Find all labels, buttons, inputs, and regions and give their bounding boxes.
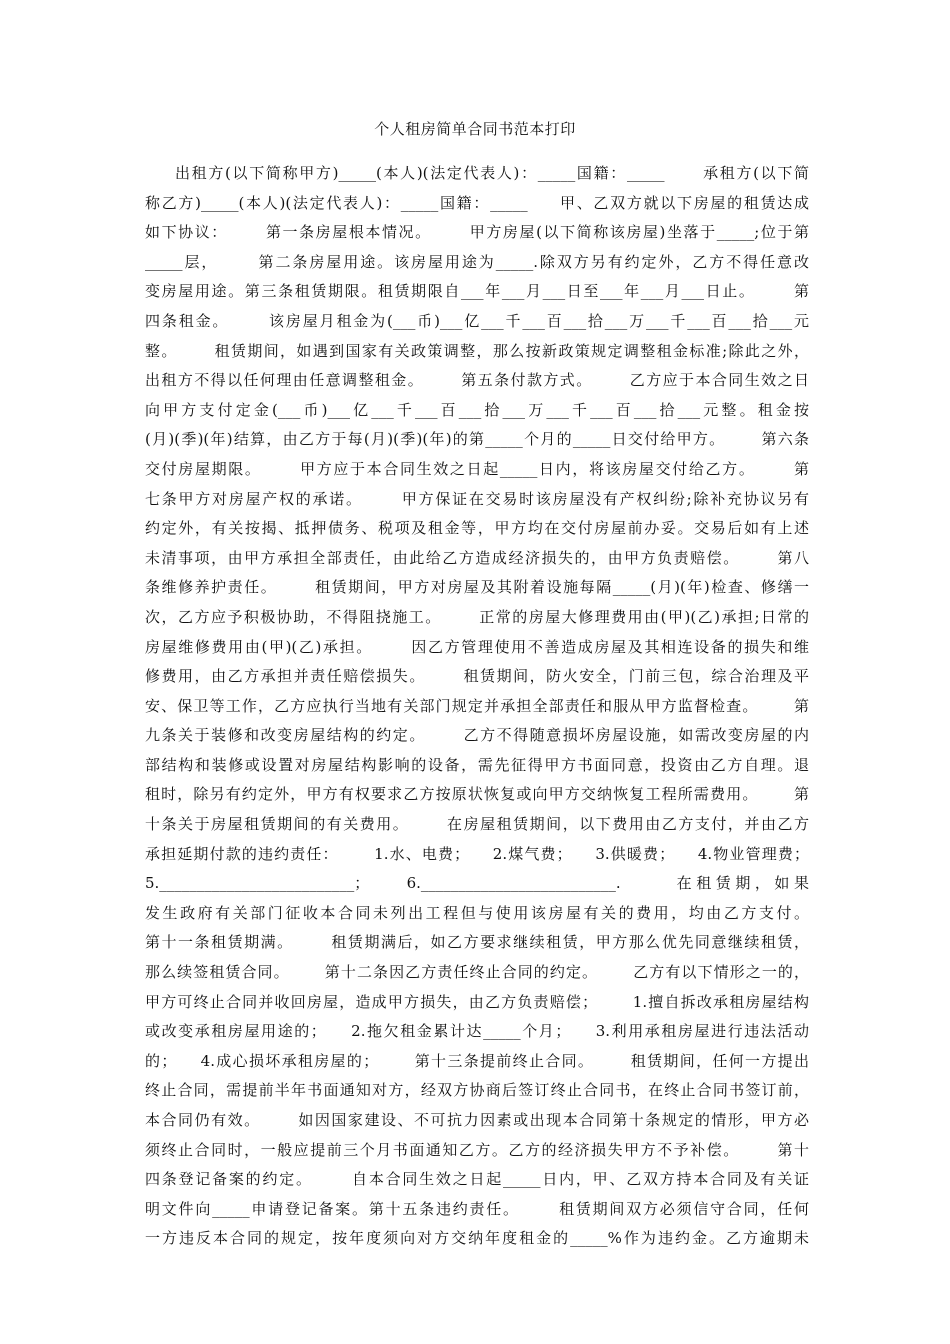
document-body (145, 159, 809, 1254)
document-title: 个人租房简单合同书范本打印 (374, 120, 576, 138)
paragraph-line: 第十一条租赁期满。 租赁期满后，如乙方要求继续租赁，甲方那么优先同意继续租赁， (145, 933, 809, 952)
paragraph-line: 一方违反本合同的规定，按年度须向对方交纳年度租金的_____%作为违约金。乙方逾期未 (145, 1229, 809, 1248)
paragraph-line: 5.__________________________； 6.__________________________. 在租赁期，如果 (145, 874, 809, 893)
paragraph-line: 整。 租赁期间，如遇到国家有关政策调整，那么按新政策规定调整租金标准;除此之外， (145, 341, 809, 360)
paragraph-line: 甲方可终止合同并收回房屋，造成甲方损失，由乙方负责赔偿； 1.擅自拆改承租房屋结构 (145, 992, 809, 1011)
paragraph-line: 条维修养护责任。 租赁期间，甲方对房屋及其附着设施每隔_____(月)(年)检查、修缮一 (145, 578, 809, 597)
paragraph-line: 修费用，由乙方承担并责任赔偿损失。 租赁期间，防火安全，门前三包，综合治理及平 (145, 667, 809, 686)
paragraph-line: 次，乙方应予积极协助，不得阻挠施工。 正常的房屋大修理费用由(甲)(乙)承担;日常的 (145, 607, 809, 626)
paragraph-line: _____层， 第二条房屋用途。该房屋用途为_____.除双方另有约定外，乙方不得任意改 (145, 252, 809, 271)
paragraph-line: 部结构和装修或设置对房屋结构影响的设备，需先征得甲方书面同意，投资由乙方自理。退 (145, 755, 809, 774)
paragraph-line: 的； 4.成心损坏承租房屋的； 第十三条提前终止合同。 租赁期间，任何一方提出 (145, 1051, 809, 1070)
paragraph-line: 称乙方)_____(本人)(法定代表人)：_____国籍：_____ 甲、乙双方就以下房屋的租赁达成 (145, 193, 809, 212)
paragraph-line: 安、保卫等工作，乙方应执行当地有关部门规定并承担全部责任和服从甲方监督检查。 第 (145, 696, 809, 715)
paragraph-line: 租时，除另有约定外，甲方有权要求乙方按原状恢复或向甲方交纳恢复工程所需费用。 第 (145, 785, 809, 804)
paragraph-line: 四条登记备案的约定。 自本合同生效之日起_____日内，甲、乙双方持本合同及有关证 (145, 1170, 809, 1189)
paragraph-line: 变房屋用途。第三条租赁期限。租赁期限自___年___月___日至___年___月___日止。 第 (145, 282, 809, 301)
paragraph-line: 未清事项，由甲方承担全部责任，由此给乙方造成经济损失的，由甲方负责赔偿。 第八 (145, 548, 809, 567)
paragraph-line: 本合同仍有效。 如因国家建设、不可抗力因素或出现本合同第十条规定的情形，甲方必 (145, 1111, 809, 1129)
paragraph-line: 出租方不得以任何理由任意调整租金。 第五条付款方式。 乙方应于本合同生效之日 (145, 371, 809, 390)
paragraph-line: 十条关于房屋租赁期间的有关费用。 在房屋租赁期间，以下费用由乙方支付，并由乙方 (145, 815, 809, 834)
paragraph-line: 那么续签租赁合同。 第十二条因乙方责任终止合同的约定。 乙方有以下情形之一的， (145, 963, 809, 982)
paragraph-line: 如下协议： 第一条房屋根本情况。 甲方房屋(以下简称该房屋)坐落于_____;位于第 (145, 223, 809, 242)
paragraph-line: 交付房屋期限。 甲方应于本合同生效之日起_____日内，将该房屋交付给乙方。 第 (145, 459, 809, 478)
paragraph-line: 明文件向_____申请登记备案。第十五条违约责任。 租赁期间双方必须信守合同，任何 (145, 1199, 809, 1218)
paragraph-line: 四条租金。 该房屋月租金为(___币)___亿___千___百___拾___万___千___百___拾___元 (145, 311, 809, 330)
paragraph-line: (月)(季)(年)结算，由乙方于每(月)(季)(年)的第_____个月的_____日交付给甲方。 第六条 (145, 430, 809, 449)
paragraph-line: 出租方(以下简称甲方)_____(本人)(法定代表人)：_____国籍：_____ 承租方(以下简 (175, 164, 809, 182)
paragraph-line: 七条甲方对房屋产权的承诺。 甲方保证在交易时该房屋没有产权纠纷;除补充协议另有 (145, 489, 809, 508)
paragraph-line: 须终止合同时，一般应提前三个月书面通知乙方。乙方的经济损失甲方不予补偿。 第十 (145, 1140, 809, 1159)
paragraph-line: 九条关于装修和改变房屋结构的约定。 乙方不得随意损坏房屋设施，如需改变房屋的内 (145, 726, 809, 745)
paragraph-line: 终止合同，需提前半年书面通知对方，经双方协商后签订终止合同书，在终止合同书签订前， (145, 1081, 809, 1100)
paragraph-line: 或改变承租房屋用途的； 2.拖欠租金累计达_____个月； 3.利用承租房屋进行违法活动 (145, 1022, 809, 1041)
paragraph-line: 发生政府有关部门征收本合同未列出工程但与使用该房屋有关的费用，均由乙方支付。 (145, 903, 809, 922)
paragraph-line: 房屋维修费用由(甲)(乙)承担。 因乙方管理使用不善造成房屋及其相连设备的损失和维 (145, 637, 809, 656)
paragraph-line: 约定外，有关按揭、抵押债务、税项及租金等，甲方均在交付房屋前办妥。交易后如有上述 (145, 519, 809, 538)
paragraph-line: 向甲方支付定金(___币)___亿___千___百___拾___万___千___百___拾___元整。租金按 (145, 400, 809, 419)
paragraph-line: 承担延期付款的违约责任： 1.水、电费； 2.煤气费； 3.供暖费； 4.物业管理费； (145, 844, 809, 863)
